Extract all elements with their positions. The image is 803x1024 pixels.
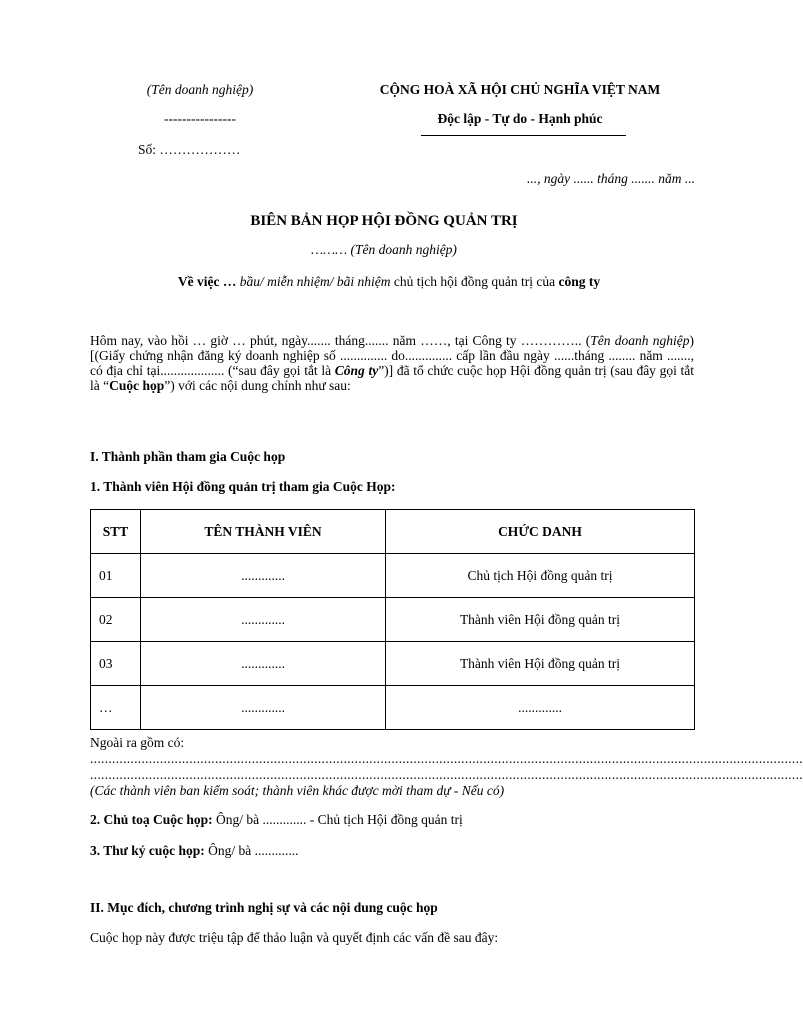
cell-title: Thành viên Hội đồng quản trị <box>386 598 695 642</box>
intro-company-italic: Tên doanh nghiệp <box>590 333 690 348</box>
chair-label: 2. Chủ toạ Cuộc họp: <box>90 812 213 827</box>
document-subtitle: ……… (Tên doanh nghiệp) <box>311 242 457 257</box>
company-name-placeholder: (Tên doanh nghiệp) <box>146 82 254 97</box>
dotted-line-2: .................................................................................................................................................................................................. <box>90 767 803 782</box>
date-line: ..., ngày ...... tháng ....... năm ... <box>527 171 695 186</box>
intro-part-4: ”) với các nội dung chính như sau: <box>164 378 351 393</box>
cell-stt: 03 <box>91 642 141 686</box>
dotted-line-1: .................................................................................................................................................................................................. <box>90 751 803 766</box>
table-header-row <box>91 510 695 554</box>
cell-stt: 02 <box>91 598 141 642</box>
subject-bold: công ty <box>558 274 601 289</box>
cell-name: ............. <box>141 642 386 686</box>
chair-value: Ông/ bà ............. - Chủ tịch Hội đồng quản trị <box>216 812 463 827</box>
company-dashes: ---------------- <box>164 111 236 126</box>
chair-line <box>90 812 463 828</box>
section-2-heading: II. Mục đích, chương trình nghị sự và các nội dung cuộc họp <box>90 900 438 915</box>
intro-part-3: ”)] đã tổ chức cuộc họp Hội đồng quản trị (sau đây gọi tắt là “ <box>90 363 694 393</box>
motto-underline <box>421 135 626 136</box>
secretary-line <box>90 843 299 859</box>
national-motto: Độc lập - Tự do - Hạnh phúc <box>437 111 603 126</box>
cell-title: Thành viên Hội đồng quản trị <box>386 642 695 686</box>
cell-name: ............. <box>141 686 386 730</box>
section-1-sub-1: 1. Thành viên Hội đồng quản trị tham gia Cuộc Họp: <box>90 479 396 494</box>
others-label: Ngoài ra gồm có: <box>90 735 185 750</box>
members-table <box>90 509 695 730</box>
col-header-title: CHỨC DANH <box>386 510 695 554</box>
table-row <box>91 598 695 642</box>
subject-line <box>0 274 778 290</box>
intro-paragraph <box>90 333 694 393</box>
col-header-name: TÊN THÀNH VIÊN <box>141 510 386 554</box>
document-title: BIÊN BẢN HỌP HỘI ĐỒNG QUẢN TRỊ <box>250 213 518 229</box>
subject-prefix: Về việc … <box>177 274 237 289</box>
section-1-heading: I. Thành phần tham gia Cuộc họp <box>90 449 286 464</box>
intro-part-1: Hôm nay, vào hồi … giờ … phút, ngày....... tháng....... năm ……, tại Công ty ………….. ( <box>90 333 591 348</box>
table-row <box>91 554 695 598</box>
cell-name: ............. <box>141 598 386 642</box>
secretary-value: Ông/ bà ............. <box>208 843 299 858</box>
intro-meeting-term: Cuộc họp <box>109 378 165 393</box>
cell-title: Chủ tịch Hội đồng quản trị <box>386 554 695 598</box>
table-row <box>91 686 695 730</box>
intro-company-term: Công ty <box>334 363 379 378</box>
document-number: Số: ……………… <box>138 142 241 157</box>
table-row <box>91 642 695 686</box>
cell-stt: 01 <box>91 554 141 598</box>
republic-title: CỘNG HOÀ XÃ HỘI CHỦ NGHĨA VIỆT NAM <box>379 82 661 97</box>
subject-italic: bầu/ miễn nhiệm/ bãi nhiệm <box>239 274 391 289</box>
intro-part-2: ) [(Giấy chứng nhận đăng ký doanh nghiệp số .............. do.............. cấp lần đầu ngày ......tháng ........ năm ......., có địa chỉ tại................... (“sau đây gọi tắt là <box>90 333 694 378</box>
cell-title: ............. <box>386 686 695 730</box>
secretary-label: 3. Thư ký cuộc họp: <box>90 843 205 858</box>
cell-stt: … <box>91 686 141 730</box>
section-2-text: Cuộc họp này được triệu tập để thảo luận và quyết định các vấn đề sau đây: <box>90 930 499 945</box>
others-note: (Các thành viên ban kiểm soát; thành viên khác được mời tham dự - Nếu có) <box>90 783 505 798</box>
col-header-stt: STT <box>91 510 141 554</box>
cell-name: ............. <box>141 554 386 598</box>
subject-mid: chủ tịch hội đồng quản trị của <box>393 274 556 289</box>
